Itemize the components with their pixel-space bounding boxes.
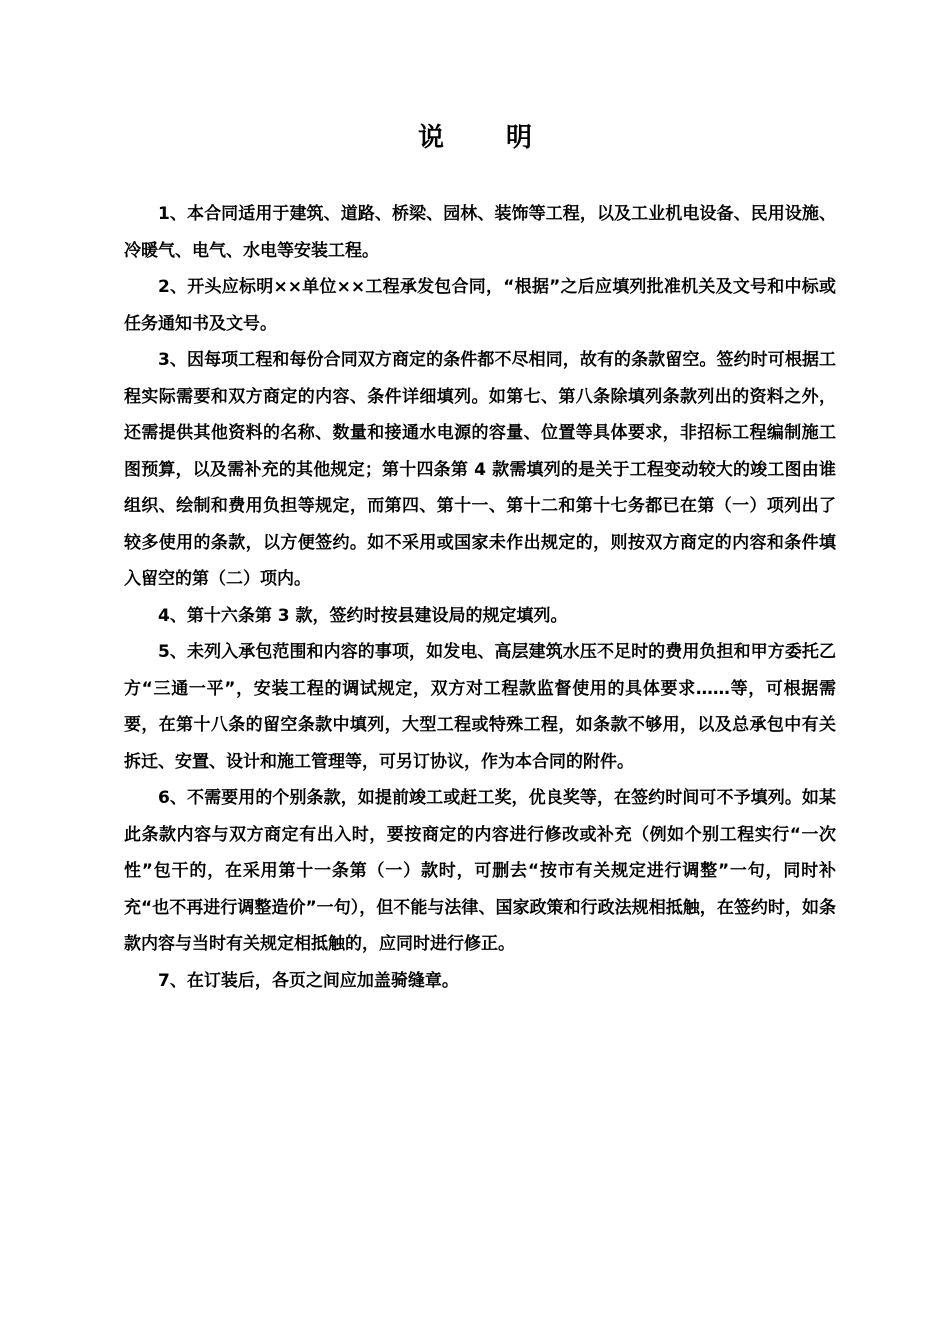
instructions-body: [124, 196, 836, 999]
paragraph-3: 3、因每项工程和每份合同双方商定的条件都不尽相同，故有的条款留空。签约时可根据工程实际需要和双方商定的内容、条件详细填列。如第七、第八条除填列条款列出的资料之外，还需提供其他资料的名称、数量和接通水电源的容量、位置等具体要求，非招标工程编制施工图预算，以及需补充的其他规定；第十四条第 4 款需填列的是关于工程变动较大的竣工图由谁组织、绘制和费用负担等规定，而第四、第十一、第十二和第十七务都已在第（一）项列出了较多使用的条款，以方便签约。如不采用或国家未作出规定的，则按双方商定的内容和条件填入留空的第（二）项内。: [124, 350, 836, 589]
paragraph-6: 6、不需要用的个别条款，如提前竣工或赶工奖，优良奖等，在签约时间可不予填列。如某此条款内容与双方商定有出入时，要按商定的内容进行修改或补充（例如个别工程实行“一次性”包干的，在采用第十一条第（一）款时，可删去“按市有关规定进行调整”一句，同时补充“也不再进行调整造价”一句），但不能与法律、国家政策和行政法规相抵触，在签约时，如条款内容与当时有关规定相抵触的，应同时进行修正。: [124, 788, 836, 954]
page-title: 说 明: [417, 123, 550, 153]
paragraph-2: 2、开头应标明××单位××工程承发包合同，“根据”之后应填列批准机关及文号和中标或任务通知书及文号。: [124, 277, 836, 334]
paragraph-4: 4、第十六条第 3 款，签约时按县建设局的规定填列。: [158, 605, 568, 626]
paragraph-5: 5、未列入承包范围和内容的事项，如发电、高层建筑水压不足时的费用负担和甲方委托乙方“三通一平”，安装工程的调试规定，双方对工程款监督使用的具体要求……等，可根据需要，在第十八条的留空条款中填列，大型工程或特殊工程，如条款不够用，以及总承包中有关拆迁、安置、设计和施工管理等，可另订协议，作为本合同的附件。: [124, 642, 836, 772]
paragraph-1: 1、本合同适用于建筑、道路、桥梁、园林、装饰等工程，以及工业机电设备、民用设施、冷暖气、电气、水电等安装工程。: [124, 204, 836, 261]
paragraph-7: 7、在订装后，各页之间应加盖骑缝章。: [158, 970, 459, 991]
